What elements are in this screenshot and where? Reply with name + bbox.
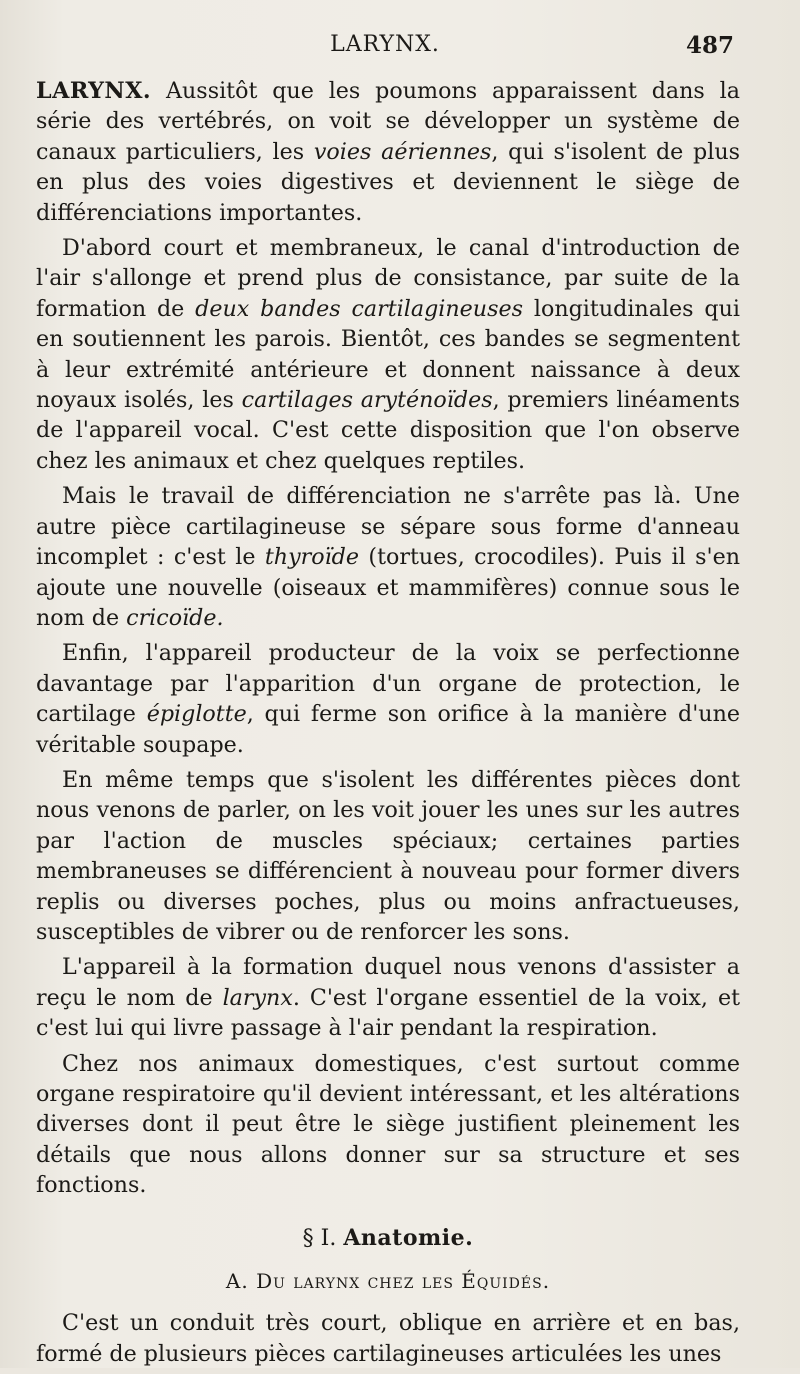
italic-term: cartilages aryténoïdes	[241, 387, 493, 414]
section-title: Anatomie.	[343, 1224, 474, 1251]
page-number: 487	[685, 32, 734, 59]
italic-term: thyroïde	[264, 544, 360, 571]
text-run: D'abord court et membraneux, le canal d'introduction de l'air s'allonge et prend plus de consistance, par suite de la formation de	[36, 235, 740, 322]
text-run: , premiers linéaments de l'appareil vocal. C'est cette disposition que l'on observe chez les animaux et chez quelques reptiles.	[36, 387, 740, 474]
paragraph-intro	[36, 76, 740, 228]
italic-term: cricoïde.	[126, 604, 224, 631]
text-run: C'est un conduit très court, oblique en arrière et en bas, formé de plusieurs pièces cartilagineuses articulées les unes	[36, 1310, 740, 1367]
italic-term: épiglotte	[146, 701, 247, 728]
text-run: L'appareil à la formation duquel nous venons d'assister a reçu le nom de	[36, 954, 740, 1011]
paragraph	[36, 638, 740, 760]
paragraph	[36, 1049, 740, 1201]
italic-term: deux bandes cartilagineuses	[195, 295, 523, 322]
text-run: Mais le travail de différenciation ne s'arrête pas là. Une autre pièce cartilagineuse se sépare sous forme d'anneau incomplet : c'est le	[36, 483, 740, 571]
lead-term: LARYNX.	[36, 78, 152, 104]
text-run: Enfin, l'appareil producteur de la voix se perfectionne davantage par l'apparition d'un organe de protection, le cartilage	[36, 640, 740, 728]
section-number: § I.	[302, 1225, 337, 1251]
paragraph	[36, 481, 740, 633]
running-title: LARYNX.	[330, 32, 440, 57]
italic-term: voies aériennes	[313, 138, 492, 165]
subsection-heading: A. Du larynx chez les Équidés.	[225, 1269, 551, 1294]
paragraph	[36, 952, 740, 1043]
text-run: . C'est l'organe essentiel de la voix, et c'est lui qui livre passage à l'air pendant la respiration.	[36, 984, 740, 1042]
italic-term: larynx	[222, 984, 293, 1011]
page-header	[36, 32, 734, 62]
text-run: Chez nos animaux domestiques, c'est surtout comme organe respiratoire qu'il devient intéressant, et les altérations diverses dont il peut être le siège justifient pleinement les détails que nous allons donner sur sa structure et ses fonctions.	[36, 1050, 740, 1199]
text-run: , qui ferme son orifice à la manière d'une véritable soupape.	[36, 701, 741, 758]
text-run: longitudinales qui en soutiennent les parois. Bientôt, ces bandes se segmentent à leur extrémité antérieure et donnent naissance à deux noyaux isolés, les	[36, 295, 740, 414]
body-text	[36, 76, 740, 1374]
paragraph	[36, 233, 740, 476]
text-run: Aussitôt que les poumons apparaissent dans la série des vertébrés, on voit se développer un système de canaux particuliers, les	[36, 78, 740, 165]
text-run: En même temps que s'isolent les différentes pièces dont nous venons de parler, on les voit jouer les unes sur les autres par l'action de muscles spéciaux; certaines parties membraneuses se différencient à nouveau pour former divers replis ou diverses poches, plus ou moins anfractueuses, susceptibles de vibrer ou de renforcer les sons.	[36, 766, 740, 945]
text-run: (tortues, crocodiles). Puis il s'en ajoute une nouvelle (oiseaux et mammifères) connue sous le nom de	[36, 544, 740, 631]
text-run: , qui s'isolent de plus en plus des voies digestives et deviennent le siège de différenciations importantes.	[36, 138, 740, 226]
paragraph	[36, 765, 740, 947]
section-heading	[36, 1223, 740, 1254]
paragraph-closing	[36, 1308, 740, 1369]
